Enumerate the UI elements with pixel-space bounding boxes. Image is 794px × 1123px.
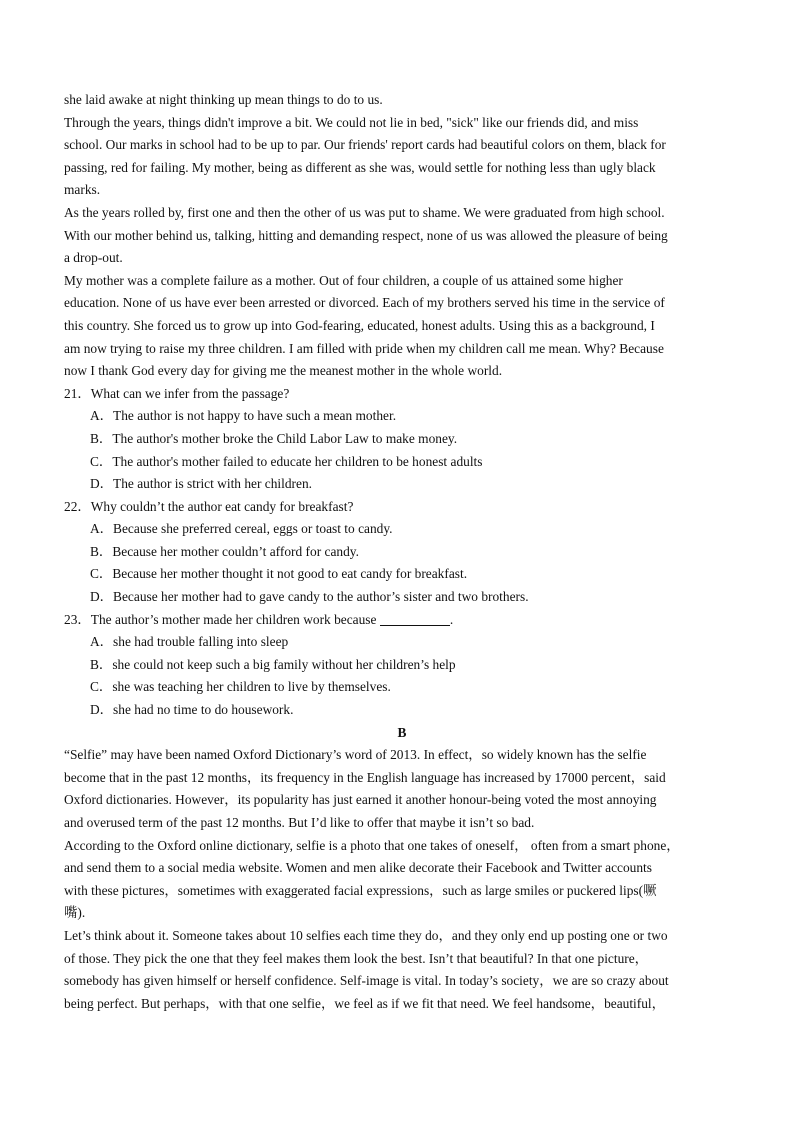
passage-line: Oxford dictionaries. However，its popularity has just earned it another honour-being voted the most annoying (64, 792, 657, 808)
question-21 (64, 383, 740, 496)
answer-option: A．The author is not happy to have such a mean mother. (90, 408, 397, 424)
question-stem-line (64, 609, 740, 632)
passage-line: As the years rolled by, first one and then the other of us was put to shame. We were graduated from high school. (64, 204, 665, 220)
answer-option: C．she was teaching her children to live by themselves. (90, 679, 391, 695)
answer-blank (380, 611, 450, 626)
question-stem: 23．The author’s mother made her children work because (64, 611, 377, 627)
passage-line: “Selfie” may have been named Oxford Dictionary’s word of 2013. In effect，so widely known has the selfie (64, 747, 647, 763)
question-stem: 22．Why couldn’t the author eat candy for breakfast? (64, 498, 354, 514)
passage-line: marks. (64, 182, 101, 198)
passage-line: 嘴). (64, 905, 86, 921)
passage-line: this country. She forced us to grow up into God-fearing, educated, honest adults. Using this as a background, I (64, 317, 655, 333)
answer-option: C．The author's mother failed to educate her children to be honest adults (90, 453, 483, 469)
answer-option: B．she could not keep such a big family without her children’s help (90, 656, 456, 672)
passage-line: become that in the past 12 months，its frequency in the English language has increased by 17000 percent，said (64, 769, 666, 785)
answer-option: D．Because her mother had to gave candy to the author’s sister and two brothers. (90, 589, 529, 605)
passage-line: with these pictures，sometimes with exaggerated facial expressions，such as large smiles or puckered lips(噘 (64, 882, 657, 898)
answer-option: B．The author's mother broke the Child Labor Law to make money. (90, 430, 458, 446)
passage-line: education. None of us have ever been arrested or divorced. Each of my brothers served his time in the service of (64, 295, 665, 311)
question-stem: 21．What can we infer from the passage? (64, 385, 290, 401)
passage-a (64, 89, 740, 383)
answer-option: A．Because she preferred cereal, eggs or toast to candy. (90, 521, 393, 537)
passage-b (64, 744, 740, 1015)
passage-line: being perfect. But perhaps，with that one selfie，we feel as if we fit that need. We feel handsome，beautiful， (64, 995, 666, 1011)
passage-line: My mother was a complete failure as a mother. Out of four children, a couple of us attained some higher (64, 272, 623, 288)
answer-option: D．she had no time to do housework. (90, 702, 294, 718)
passage-line: and send them to a social media website. Women and men alike decorate their Facebook and Twitter accounts (64, 860, 652, 876)
answer-option: B．Because her mother couldn’t afford for candy. (90, 543, 359, 559)
question-23 (64, 609, 740, 722)
passage-line: and overused term of the past 12 months. But I’d like to offer that maybe it isn’t so bad. (64, 815, 535, 830)
passage-line: passing, red for failing. My mother, being as different as she was, would settle for nothing less than ugly black (64, 159, 656, 175)
answer-option: A．she had trouble falling into sleep (90, 634, 289, 650)
document-content (64, 89, 740, 1015)
passage-line: she laid awake at night thinking up mean things to do to us. (64, 92, 383, 107)
passage-line: Let’s think about it. Someone takes about 10 selfies each time they do，and they only end up posting one or two (64, 927, 668, 943)
passage-line: Through the years, things didn't improve a bit. We could not lie in bed, "sick" like our friends did, and miss (64, 114, 639, 130)
answer-option: D．The author is strict with her children. (90, 476, 313, 492)
passage-line: now I thank God every day for giving me the meanest mother in the whole world. (64, 363, 503, 379)
question-stem-end: . (449, 611, 454, 627)
passage-line: a drop-out. (64, 250, 123, 266)
passage-line: school. Our marks in school had to be up to par. Our friends' report cards had beautiful colors on them, black for (64, 137, 666, 153)
passage-line: According to the Oxford online dictionary, selfie is a photo that one takes of oneself， often from a smart phone， (64, 837, 680, 853)
passage-line: With our mother behind us, talking, hitting and demanding respect, none of us was allowed the pleasure of being (64, 227, 668, 243)
passage-line: am now trying to raise my three children. I am filled with pride when my children call me mean. Why? Because (64, 340, 664, 356)
section-heading: B (397, 724, 407, 740)
passage-line: somebody has given himself or herself confidence. Self-image is vital. In today’s society，we are so crazy about (64, 973, 669, 989)
passage-line: of those. They pick the one that they feel makes them look the best. Isn’t that beautiful? In that one picture， (64, 950, 649, 966)
answer-option: C．Because her mother thought it not good to eat candy for breakfast. (90, 566, 468, 582)
question-22 (64, 496, 740, 609)
